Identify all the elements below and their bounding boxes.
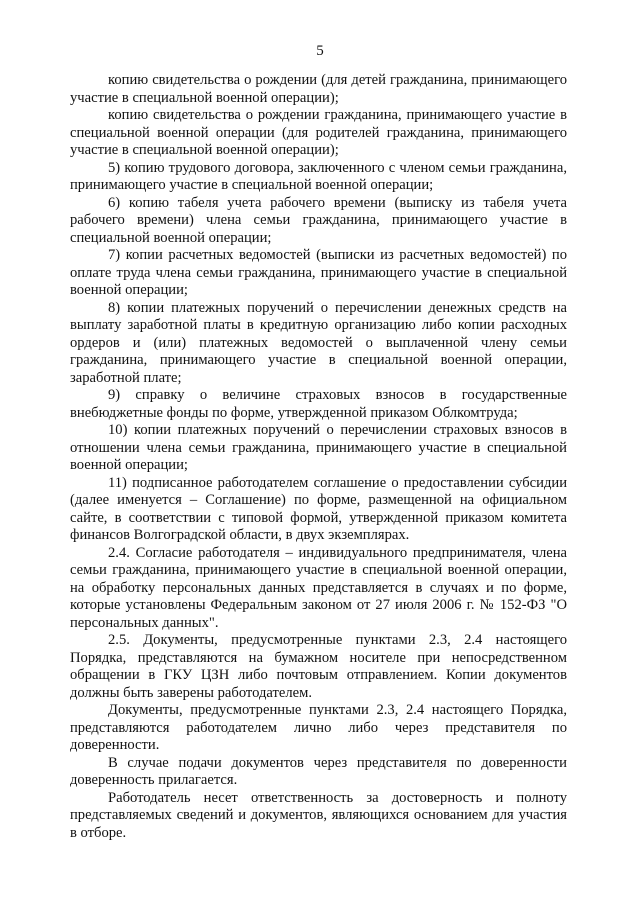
paragraph-section-2-4: 2.4. Согласие работодателя – индивидуального предпринимателя, члена семьи гражданина, принимающего участие в специальной военной операции, на обработку персональных данных представляется в случаях и по форме, которые установлены Федеральным законом от 27 июля 2006 г. № 152-ФЗ "О персональных данных". [70,544,567,631]
paragraph-item-11: 11) подписанное работодателем соглашение о предоставлении субсидии (далее именуется – Соглашение) по форме, размещенной на официальном сайте, в соответствии с типовой формой, утвержденной приказом комитета финансов Волгоградской области, в двух экземплярах. [70,474,567,543]
paragraph-item-8: 8) копии платежных поручений о перечислении денежных средств на выплату заработной платы в кредитную организацию либо копии расходных ордеров и (или) платежных ведомостей о выплаченной члену семьи гражданина, принимающего участие в специальной военной операции, заработной плате; [70,299,567,386]
paragraph-employer-responsibility: Работодатель несет ответственность за достоверность и полноту представляемых сведений и документов, являющихся основанием для участия в отборе. [70,789,567,841]
paragraph-birth-certificate-citizen: копию свидетельства о рождении гражданина, принимающего участие в специальной военной операции (для родителей гражданина, принимающего участие в специальной военной операции); [70,107,567,158]
document-body [70,72,567,842]
paragraph-item-7: 7) копии расчетных ведомостей (выписки из расчетных ведомостей) по оплате труда члена семьи гражданина, принимающего участие в специальной военной операции; [70,247,567,298]
paragraph-item-6: 6) копию табеля учета рабочего времени (выписку из табеля учета рабочего времени) члена семьи гражданина, принимающего участие в специальной военной операции; [70,194,567,246]
paragraph-item-10: 10) копии платежных поручений о перечислении страховых взносов в отношении члена семьи гражданина, принимающего участие в специальной военной операции; [70,422,567,473]
paragraph-documents-by-employer: Документы, предусмотренные пунктами 2.3, 2.4 настоящего Порядка, представляются работодателем лично либо через представителя по доверенности. [70,702,567,753]
paragraph-section-2-5: 2.5. Документы, предусмотренные пунктами 2.3, 2.4 настоящего Порядка, представляются на бумажном носителе при непосредственном обращении в ГКУ ЦЗН либо почтовым отправлением. Копии документов должны быть заверены работодателем. [70,632,567,701]
page-number: 5 [316,43,324,59]
paragraph-power-of-attorney: В случае подачи документов через представителя по доверенности доверенность прилагается. [70,754,567,788]
paragraph-item-5: 5) копию трудового договора, заключенного с членом семьи гражданина, принимающего участие в специальной военной операции; [70,159,567,193]
paragraph-item-9: 9) справку о величине страховых взносов в государственные внебюджетные фонды по форме, утвержденной приказом Облкомтруда; [70,387,567,421]
paragraph-birth-certificate-children: копию свидетельства о рождении (для детей гражданина, принимающего участие в специальной военной операции); [70,72,567,106]
